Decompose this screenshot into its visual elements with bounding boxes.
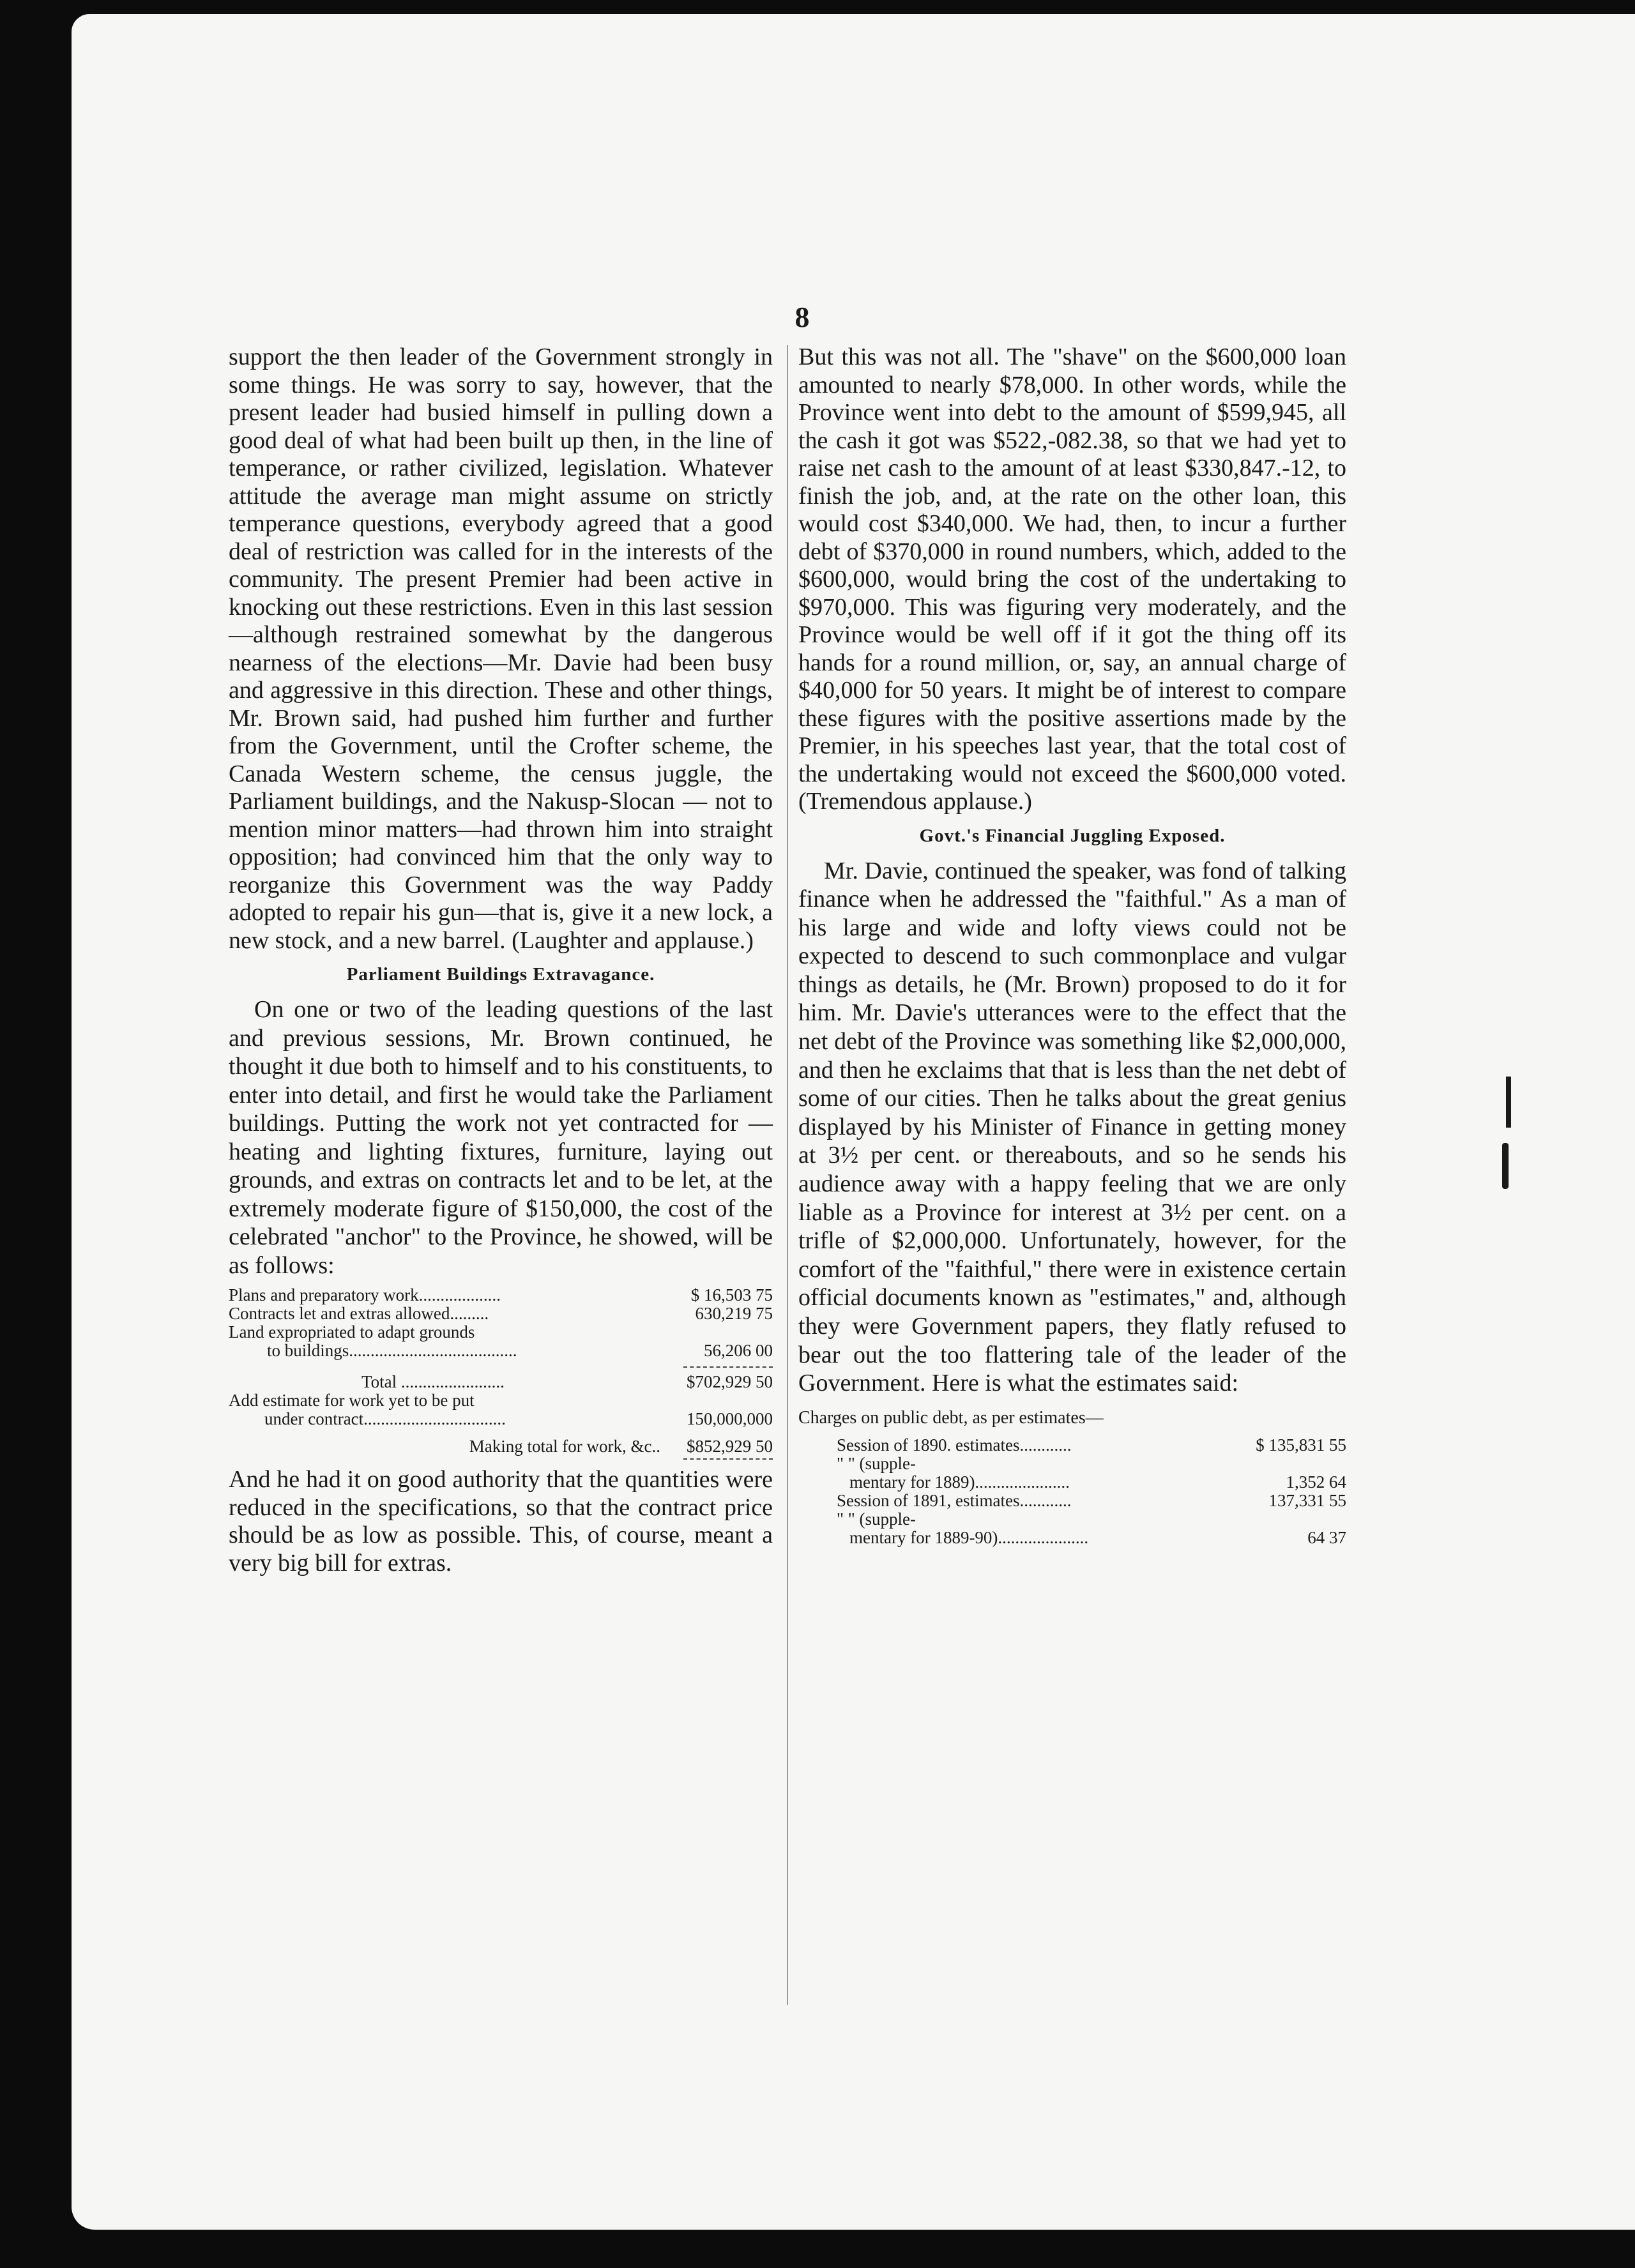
left-intro-paragraph: support the then leader of the Government strongly in some things. He was sorry to say, however, that the present leader had busied himself in pulling down a good deal of what had been built up then, in the line of temperance, or rather civilized, legislation. Whatever attitude the average man might assume on strictly temperance questions, everybody agreed that a good deal of restriction was called for in the interests of the community. The present Premier had been active in knocking out these restrictions. Even in this last session—although restrained somewhat by the dangerous nearness of the elections—Mr. Davie had been busy and aggressive in this direction. These and other things, Mr. Brown said, had pushed him further and further from the Government, until the Crofter scheme, the Canada Western scheme, the census juggle, the Parliament buildings, and the Nakusp-Slocan — not to mention minor matters—had thrown him into straight opposition; had convinced him that the only way to reorganize this Government was the way Paddy adopted to repair his gun—that is, give it a new lock, a new stock, and a new barrel. (Laughter and applause.) [229, 344, 773, 954]
column-divider [787, 345, 788, 2005]
row-label: to buildings....................................... [267, 1342, 517, 1360]
making-total-value: $852,929 50 [687, 1437, 773, 1456]
sum-rule [683, 1458, 773, 1460]
row-value: 1,352 64 [1286, 1472, 1346, 1492]
table-row [798, 1436, 1346, 1455]
making-total-row [229, 1437, 773, 1456]
right-intro-paragraph: But this was not all. The "shave" on the $600,000 loan amounted to nearly $78,000. In other words, while the Province went into debt to the amount of $599,945, all the cash it got was $522,-082.38, so that we had yet to raise net cash to the amount of at least $330,847.-12, to finish the job, and, at the rate on the other loan, this would cost $340,000. We had, then, to incur a further debt of $370,000 in round numbers, which, added to the $600,000, would bring the cost of the undertaking to $970,000. This was figuring very moderately, and the Province would be well off if it got the thing off its hands for a round million, or, say, an annual charge of $40,000 for 50 years. It might be of interest to compare these figures with the positive assertions made by the Premier, in his speeches last year, that the total cost of the undertaking would not exceed the $600,000 voted. (Tremendous applause.) [798, 344, 1346, 815]
row-label: Session of 1891, estimates............ [837, 1491, 1072, 1510]
row-label: mentary for 1889)...................... [849, 1472, 1070, 1492]
left-closing-paragraph: And he had it on good authority that the quantities were reduced in the specifications, so that the contract price should be as low as possible. This, of course, meant a very big bill for extras. [229, 1466, 773, 1576]
making-total-label: Making total for work, &c.. [469, 1437, 660, 1456]
row-value: 630,219 75 [695, 1304, 773, 1323]
table-row [229, 1323, 773, 1342]
add-label-line-2: under contract................................. [264, 1410, 506, 1428]
row-label: " " (supple- [837, 1454, 916, 1473]
table-row [229, 1286, 773, 1304]
table-row [798, 1510, 1346, 1529]
total-value: $702,929 50 [687, 1372, 773, 1391]
row-label: " " (supple- [837, 1509, 916, 1529]
row-value: 137,331 55 [1268, 1490, 1346, 1510]
table-row [798, 1473, 1346, 1492]
total-label: Total ........................ [361, 1373, 505, 1391]
row-value: 64 37 [1307, 1527, 1346, 1547]
row-label: mentary for 1889-90)..................... [849, 1528, 1089, 1547]
row-value: $ 16,503 75 [690, 1285, 773, 1304]
row-label: Land expropriated to adapt grounds [229, 1323, 475, 1342]
charges-caption: Charges on public debt, as per estimates— [798, 1407, 1104, 1428]
table-row [229, 1342, 773, 1360]
row-value: 56,206 00 [704, 1341, 773, 1360]
margin-ink-mark [1506, 1077, 1511, 1128]
right-section-paragraph: Mr. Davie, continued the speaker, was fond of talking finance when he addressed the "faithful." As a man of his large and wide and lofty views could not be expected to descend to such commonplace and vulgar things as details, he (Mr. Brown) proposed to do it for him. Mr. Davie's utterances were to the effect that the net debt of the Province was something like $2,000,000, and then he exclaims that that is less than the net debt of some of our cities. Then he talks about the great genius displayed by his Minister of Finance in getting money at 3½ per cent. or thereabouts, and so he sends his audience away with a happy feeling that we are only liable as a Province for interest at 3½ per cent. on a trifle of $2,000,000. Unfortunately, however, for the comfort of the "faithful," there were in existence certain official documents known as "estimates," and, although they were Government papers, they flatly refused to bear out the too flattering tale of the leader of the Government. Here is what the estimates said: [798, 857, 1346, 1397]
row-label: Session of 1890. estimates............ [837, 1435, 1072, 1455]
table-row [229, 1304, 773, 1323]
row-label: Plans and preparatory work................... [229, 1286, 501, 1304]
add-estimate-row [229, 1410, 773, 1428]
table-row [798, 1492, 1346, 1510]
sum-rule [683, 1366, 773, 1368]
add-estimate-row [229, 1391, 773, 1410]
page-number: 8 [795, 301, 810, 333]
margin-ink-mark [1502, 1143, 1509, 1189]
table-row [798, 1455, 1346, 1473]
add-label-line-1: Add estimate for work yet to be put [229, 1391, 475, 1410]
right-subheading: Govt.'s Financial Juggling Exposed. [919, 825, 1226, 846]
table-row [798, 1529, 1346, 1547]
row-label: Contracts let and extras allowed......... [229, 1304, 489, 1323]
right-column [798, 344, 1346, 1554]
charges-table [798, 1436, 1346, 1547]
left-subheading: Parliament Buildings Extravagance. [346, 964, 655, 985]
row-value: $ 135,831 55 [1256, 1435, 1346, 1455]
cost-table [229, 1286, 773, 1460]
left-column [229, 344, 773, 1577]
left-section-paragraph: On one or two of the leading questions of the last and previous sessions, Mr. Brown continued, he thought it due both to himself and to his constituents, to enter into detail, and first he would take the Parliament buildings. Putting the work not yet contracted for —heating and lighting fixtures, furniture, laying out grounds, and extras on contracts let and to be let, at the extremely moderate figure of $150,000, the cost of the celebrated "anchor" to the Province, he showed, will be as follows: [229, 996, 773, 1279]
total-row [229, 1373, 773, 1391]
add-value: 150,000,000 [687, 1409, 773, 1428]
